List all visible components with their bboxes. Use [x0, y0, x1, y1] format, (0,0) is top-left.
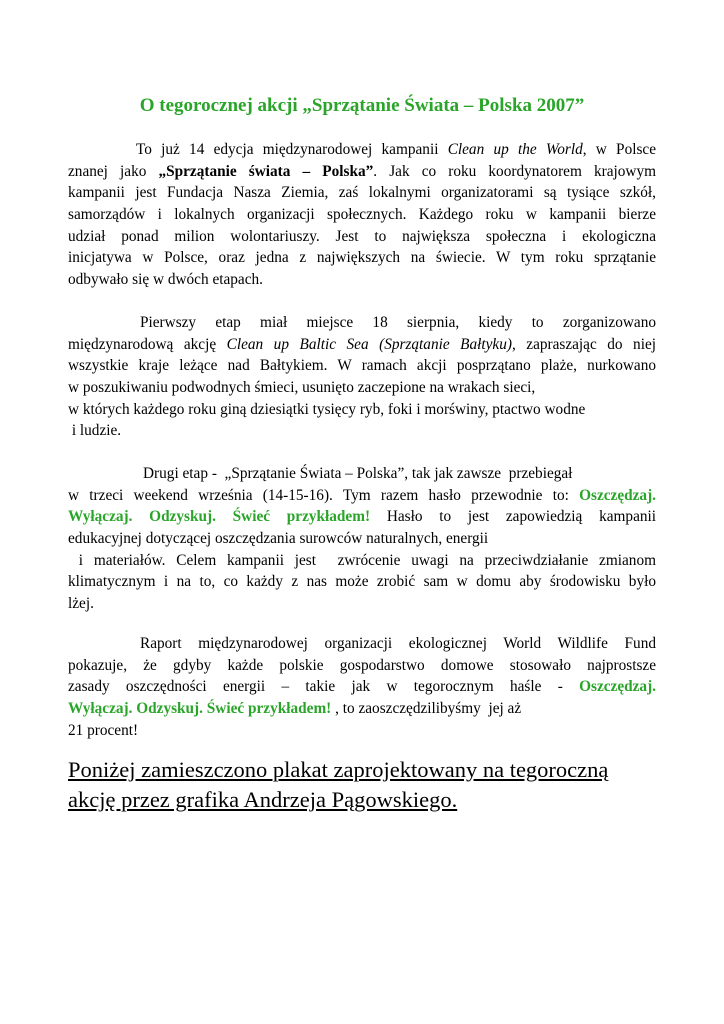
text-line: w poszukiwaniu podwodnych śmieci, usunięto zaczepione na wrakach sieci, — [68, 379, 536, 397]
text-line: klimatycznym i na to, co każdy z nas może zrobić sam w domu aby środowisku było — [68, 573, 656, 591]
slogan-part: Wyłączaj. Odzyskuj. Świeć przykładem! — [68, 508, 371, 526]
slogan-part: Wyłączaj. Odzyskuj. Świeć przykładem! — [68, 700, 332, 718]
slogan-part: Oszczędzaj. — [579, 486, 656, 504]
text-line: kampanii jest Fundacja Nasza Ziemia, zaś lokalnymi organizatorami są tysiące szkół, — [68, 184, 656, 202]
paragraph-wwf-report — [68, 633, 656, 741]
text-line: i materiałów. Celem kampanii jest zwrócenie uwagi na przeciwdziałanie zmianom — [68, 551, 656, 569]
text-line: Wyłączaj. Odzyskuj. Świeć przykładem! , to zaoszczędzilibyśmy jej aż — [68, 700, 522, 718]
text-line: Poniżej zamieszczono plakat zaprojektowany na tegoroczną — [68, 757, 609, 782]
text-line: pokazuje, że gdyby każde polskie gospodarstwo domowe stosowało najprostsze — [68, 656, 656, 674]
campaign-name: Clean up the World — [447, 141, 583, 158]
text-line: znanej jako „Sprzątanie świata – Polska”. Jak co roku koordynatorem krajowym — [68, 162, 656, 180]
text-line: lżej. — [68, 595, 94, 613]
text-line: inicjatywa w Polsce, oraz jedna z największych na świecie. W tym roku sprzątanie — [68, 249, 656, 267]
text-line: Drugi etap - „Sprzątanie Świata – Polska”, tak jak zawsze przebiegał — [143, 465, 573, 482]
text-line: międzynarodową akcję Clean up Baltic Sea (Sprzątanie Bałtyku), zapraszając do niej — [68, 335, 656, 353]
text-line: Pierwszy etap miał miejsce 18 sierpnia, kiedy to zorganizowano — [140, 314, 656, 331]
document-title: O tegorocznej akcji „Sprzątanie Świata – Polska 2007” — [139, 95, 585, 116]
paragraph-second-stage — [68, 463, 656, 615]
slogan-part: Oszczędzaj. — [579, 678, 656, 696]
text-line: w trzeci weekend września (14-15-16). Tym razem hasło przewodnie to: Oszczędzaj. — [68, 486, 656, 504]
text-line: udział ponad milion wolontariuszy. Jest to największa społeczna i ekologiczna — [68, 227, 656, 245]
text-line: w których każdego roku giną dziesiątki tysięcy ryb, foki i morświny, ptactwo wodne — [68, 400, 586, 418]
text-line: Wyłączaj. Odzyskuj. Świeć przykładem! Hasło to jest zapowiedzią kampanii — [68, 508, 657, 526]
paragraph-first-stage — [68, 312, 656, 442]
text-line: akcję przez grafika Andrzeja Pągowskiego. — [68, 787, 458, 812]
text-line: i ludzie. — [68, 422, 122, 440]
text-line: Raport międzynarodowej organizacji ekologicznej World Wildlife Fund — [140, 635, 656, 652]
text-line: 21 procent! — [68, 721, 139, 739]
text-line: edukacyjnej dotyczącej oszczędzania surowców naturalnych, energii — [68, 530, 489, 548]
text-line: wszystkie kraje leżące nad Bałtykiem. W ramach akcji posprzątano plaże, nurkowano — [68, 357, 656, 375]
campaign-polish-name: „Sprzątanie świata – Polska” — [158, 162, 374, 180]
baltic-campaign-name: Clean up Baltic Sea (Sprzątanie Bałtyku) — [226, 335, 512, 353]
paragraph-intro — [68, 139, 656, 291]
poster-note — [68, 755, 668, 815]
text-line: odbywało się w dwóch etapach. — [68, 271, 263, 289]
text-line: samorządów i lokalnych organizacji społecznych. Każdego roku w kampanii bierze — [68, 206, 656, 224]
text-line: To już 14 edycja międzynarodowej kampanii Clean up the World, w Polsce — [136, 141, 656, 158]
text-line: zasady oszczędności energii – takie jak w tegorocznym haśle - Oszczędzaj. — [68, 678, 656, 696]
